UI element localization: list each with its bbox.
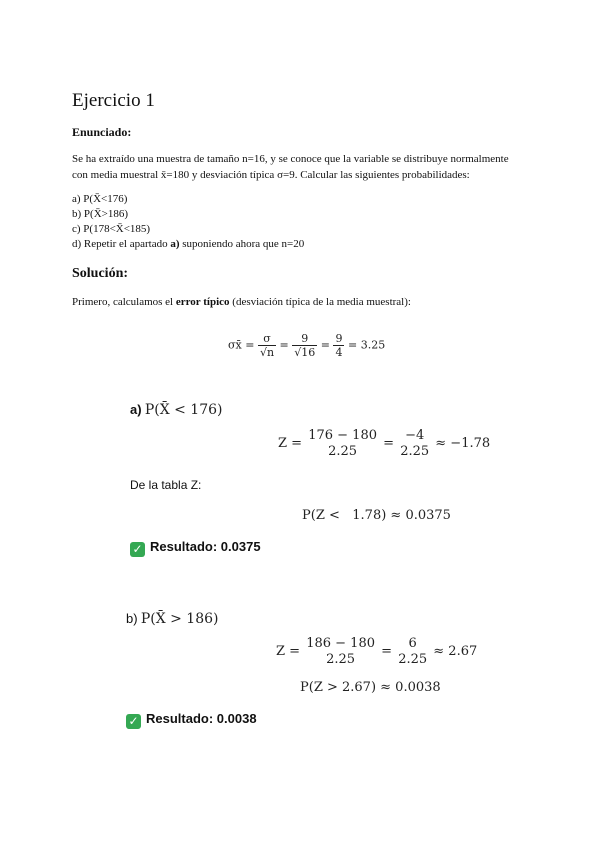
z-approx: ≈ −1.78 — [435, 436, 491, 451]
check-icon: ✓ — [126, 714, 141, 729]
formula-result: = 3.25 — [347, 338, 386, 352]
fraction-9-sqrt16 — [292, 332, 317, 359]
fraction-denominator: 2.25 — [328, 444, 358, 459]
list-item: a) P(X̄<176) — [72, 193, 128, 205]
part-a-label: a) — [130, 402, 142, 417]
item-d-suffix: suponiendo ahora que n=20 — [179, 238, 305, 250]
statement-line-2: con media muestral x̄=180 y desviación típica σ=9. Calcular las siguientes probabilidades: — [72, 169, 470, 181]
formula-standard-error — [228, 332, 385, 359]
check-icon: ✓ — [130, 542, 145, 557]
z-approx: ≈ 2.67 — [433, 644, 478, 659]
intro-prefix: Primero, calculamos el — [72, 296, 176, 308]
fraction-z-simplified — [398, 428, 431, 459]
fraction-sigma-sqrtn — [258, 332, 276, 359]
part-b-label: b) — [126, 611, 138, 626]
fraction-numerator: 9 — [335, 332, 343, 345]
list-item: c) P(178<X̄<185) — [72, 223, 151, 235]
part-b-z-formula — [276, 636, 477, 667]
part-a-result — [130, 539, 261, 557]
fraction-denominator: √n — [259, 346, 275, 359]
fraction-denominator: 2.25 — [326, 652, 356, 667]
z-lhs: Z = — [276, 644, 301, 659]
part-a-table-text: De la tabla Z: — [130, 478, 202, 492]
item-d-prefix: d) Repetir el apartado — [72, 238, 171, 250]
equals-sign: = — [279, 338, 289, 352]
part-a-prob: P(X̄ < 176) — [144, 402, 223, 418]
fraction-denominator: 2.25 — [398, 652, 428, 667]
equals-sign: = — [383, 436, 395, 451]
part-a-heading — [130, 402, 222, 418]
formula-lhs: σx̄ = — [228, 338, 255, 352]
page-title: Ejercicio 1 — [72, 90, 155, 111]
item-d-bold: a) — [170, 238, 180, 250]
fraction-denominator: √16 — [294, 346, 316, 359]
list-item: b) P(X̄>186) — [72, 208, 129, 220]
fraction-z — [304, 636, 377, 667]
intro-suffix: (desviación típica de la media muestral): — [229, 296, 411, 308]
fraction-denominator: 4 — [335, 346, 343, 359]
z-lhs: Z = — [278, 436, 303, 451]
part-a-z-formula — [278, 428, 490, 459]
fraction-z — [306, 428, 379, 459]
solution-intro — [72, 294, 411, 310]
intro-bold: error típico — [175, 296, 230, 308]
fraction-numerator: −4 — [405, 428, 425, 443]
fraction-numerator: 176 − 180 — [308, 428, 377, 443]
statement-heading: Enunciado: — [72, 125, 132, 139]
part-b-prob: P(X̄ > 186) — [140, 611, 219, 627]
part-b-prob-result: P(Z > 2.67) ≈ 0.0038 — [300, 680, 441, 695]
fraction-numerator: σ — [263, 332, 271, 345]
part-a-table-prob: P(Z < 1.78) ≈ 0.0375 — [302, 508, 451, 523]
equals-sign: = — [381, 644, 393, 659]
fraction-9-4 — [333, 332, 344, 359]
equals-sign: = — [320, 338, 330, 352]
solution-heading: Solución: — [72, 266, 129, 281]
fraction-numerator: 186 − 180 — [306, 636, 375, 651]
part-a-result-text: Resultado: 0.0375 — [150, 539, 261, 554]
fraction-z-simplified — [396, 636, 429, 667]
list-item-d — [72, 238, 304, 250]
fraction-numerator: 6 — [408, 636, 417, 651]
fraction-denominator: 2.25 — [400, 444, 430, 459]
part-b-heading — [126, 611, 218, 627]
part-b-result — [126, 711, 257, 729]
fraction-numerator: 9 — [301, 332, 309, 345]
part-b-result-text: Resultado: 0.0038 — [146, 711, 257, 726]
statement-line-1: Se ha extraído una muestra de tamaño n=16, y se conoce que la variable se distribuye normalmente — [72, 153, 509, 165]
